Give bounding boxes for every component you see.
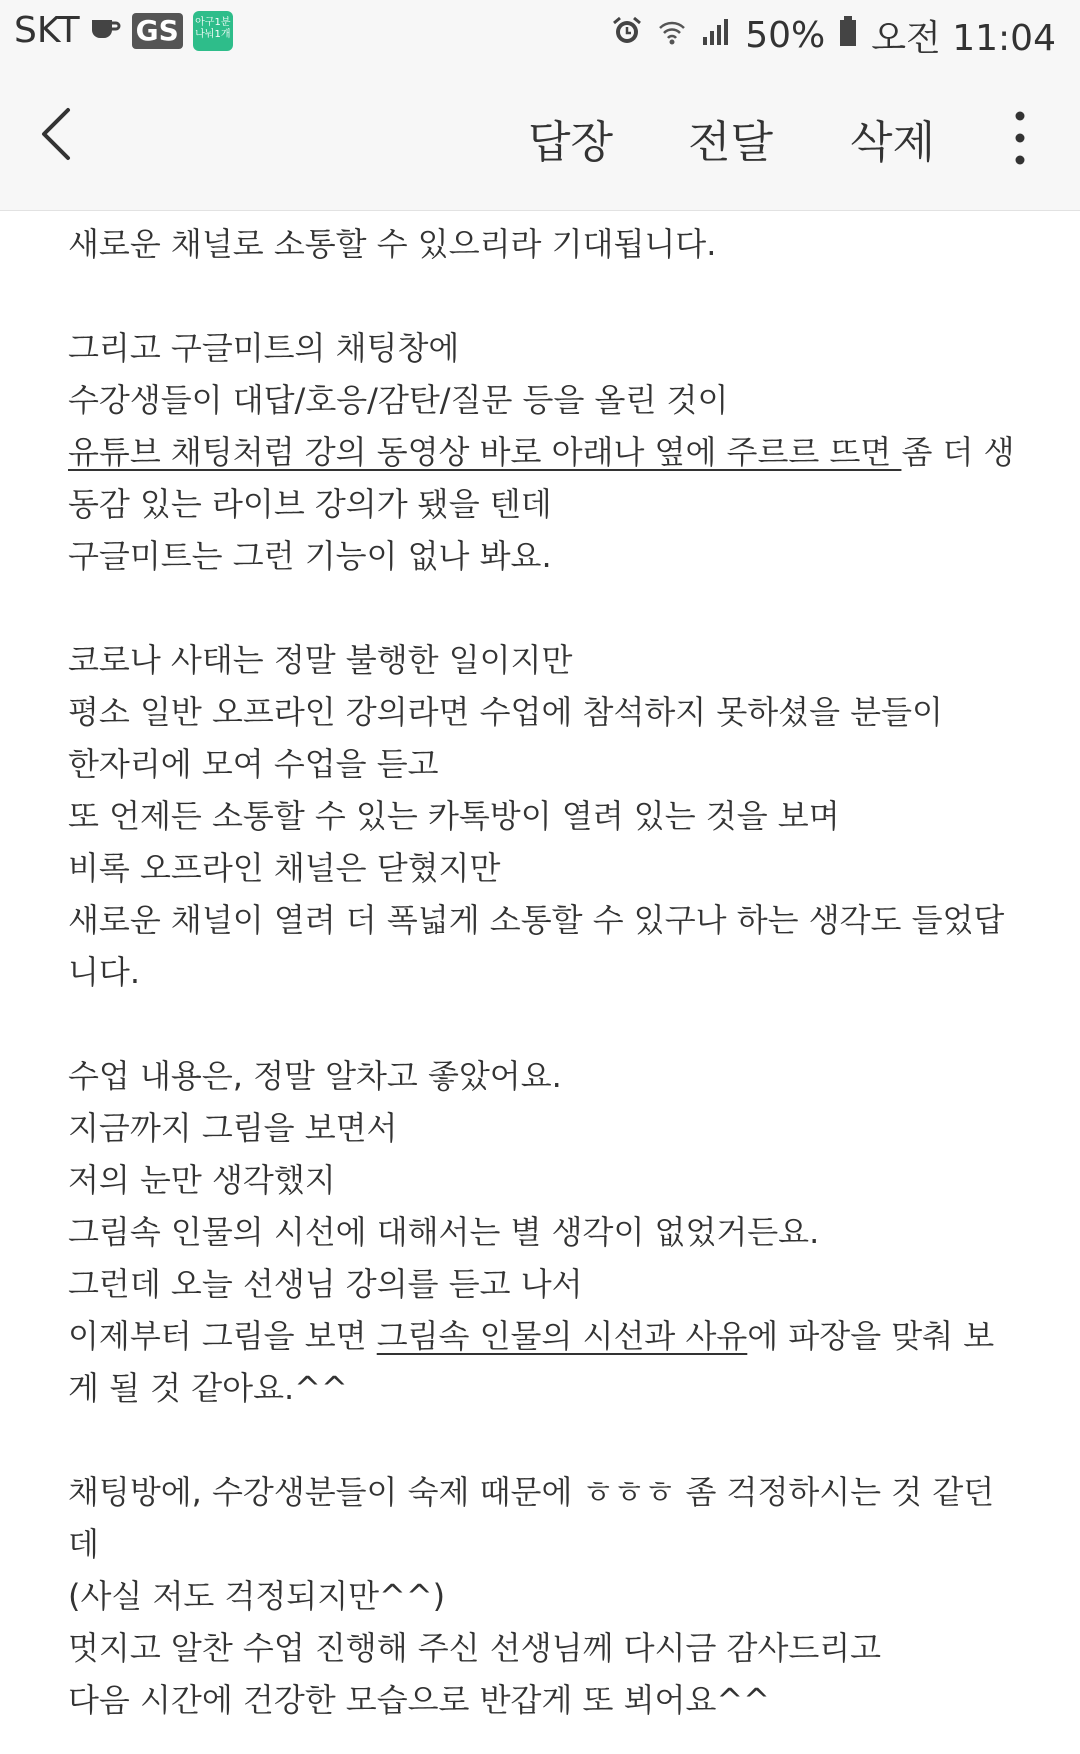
reply-button[interactable]: 답장 <box>528 117 614 168</box>
status-left <box>14 10 233 51</box>
alarm-icon <box>611 15 643 56</box>
message-fragment: 좀 더 생 <box>901 433 1015 471</box>
message-line: 한자리에 모여 수업을 듣고 <box>68 745 439 783</box>
more-options-button[interactable] <box>1010 108 1030 168</box>
message-body <box>68 218 1028 1726</box>
message-line: 그리고 구글미트의 채팅창에 <box>68 329 460 367</box>
message-line: 또 언제든 소통할 수 있는 카톡방이 열려 있는 것을 보며 <box>68 797 840 835</box>
app-badge-line1: 아구1분 <box>195 16 231 28</box>
message-line: 비록 오프라인 채널은 닫혔지만 <box>68 849 501 887</box>
gs-badge: GS <box>132 13 183 49</box>
back-button[interactable] <box>34 104 94 174</box>
message-line: 데 <box>68 1525 99 1563</box>
message-line: (사실 저도 걱정되지만^^) <box>68 1577 446 1615</box>
message-line: 새로운 채널로 소통할 수 있으리라 기대됩니다. <box>68 225 717 263</box>
message-line: 코로나 사태는 정말 불행한 일이지만 <box>68 641 573 679</box>
message-line: 저의 눈만 생각했지 <box>68 1161 336 1199</box>
more-vertical-icon <box>1010 108 1030 168</box>
battery-percent: 50% <box>745 15 826 56</box>
message-line: 새로운 채널이 열려 더 폭넓게 소통할 수 있구나 하는 생각도 들었답 <box>68 901 1005 939</box>
message-line <box>68 1310 1028 1362</box>
message-line: 평소 일반 오프라인 강의라면 수업에 참석하지 못하셨을 분들이 <box>68 693 943 731</box>
message-line: 멋지고 알찬 수업 진행해 주신 선생님께 다시금 감사드리고 <box>68 1629 882 1667</box>
coffee-icon <box>90 10 122 51</box>
clock: 오전 11:04 <box>871 18 1056 59</box>
message-line: 수강생들이 대답/호응/감탄/질문 등을 올린 것이 <box>68 381 729 419</box>
message-line: 채팅방에, 수강생분들이 숙제 때문에 ㅎㅎㅎ 좀 걱정하시는 것 같던 <box>68 1473 995 1511</box>
message-line: 그런데 오늘 선생님 강의를 듣고 나서 <box>68 1265 583 1303</box>
app-badge <box>193 11 233 51</box>
underlined-phrase: 유튜브 채팅처럼 강의 동영상 바로 아래나 옆에 주르르 뜨면 <box>68 433 902 471</box>
message-toolbar <box>0 64 1080 211</box>
wifi-icon <box>657 15 687 56</box>
message-line: 동감 있는 라이브 강의가 됐을 텐데 <box>68 485 552 523</box>
underlined-phrase: 그림속 인물의 시선과 사유 <box>376 1317 748 1355</box>
message-line: 수업 내용은, 정말 알차고 좋았어요. <box>68 1057 562 1095</box>
battery-icon <box>839 15 857 56</box>
delete-button[interactable]: 삭제 <box>850 117 936 168</box>
message-line: 구글미트는 그런 기능이 없나 봐요. <box>68 537 552 575</box>
message-line: 다음 시간에 건강한 모습으로 반갑게 또 뵈어요^^ <box>68 1681 770 1719</box>
message-line: 니다. <box>68 953 140 991</box>
message-fragment: 이제부터 그림을 보면 <box>68 1317 377 1355</box>
message-line: 지금까지 그림을 보면서 <box>68 1109 398 1147</box>
message-fragment: 에 파장을 맞춰 보 <box>747 1317 995 1355</box>
message-line <box>68 426 1028 478</box>
app-badge-line2: 나눠1개 <box>195 28 231 40</box>
chevron-left-icon <box>34 104 74 164</box>
signal-icon <box>701 15 731 56</box>
forward-button[interactable]: 전달 <box>688 117 774 168</box>
status-bar <box>0 0 1080 64</box>
status-right <box>611 10 1056 61</box>
message-line: 게 될 것 같아요.^^ <box>68 1369 348 1407</box>
carrier-label: SKT <box>14 10 80 51</box>
message-line: 그림속 인물의 시선에 대해서는 별 생각이 없었거든요. <box>68 1213 820 1251</box>
